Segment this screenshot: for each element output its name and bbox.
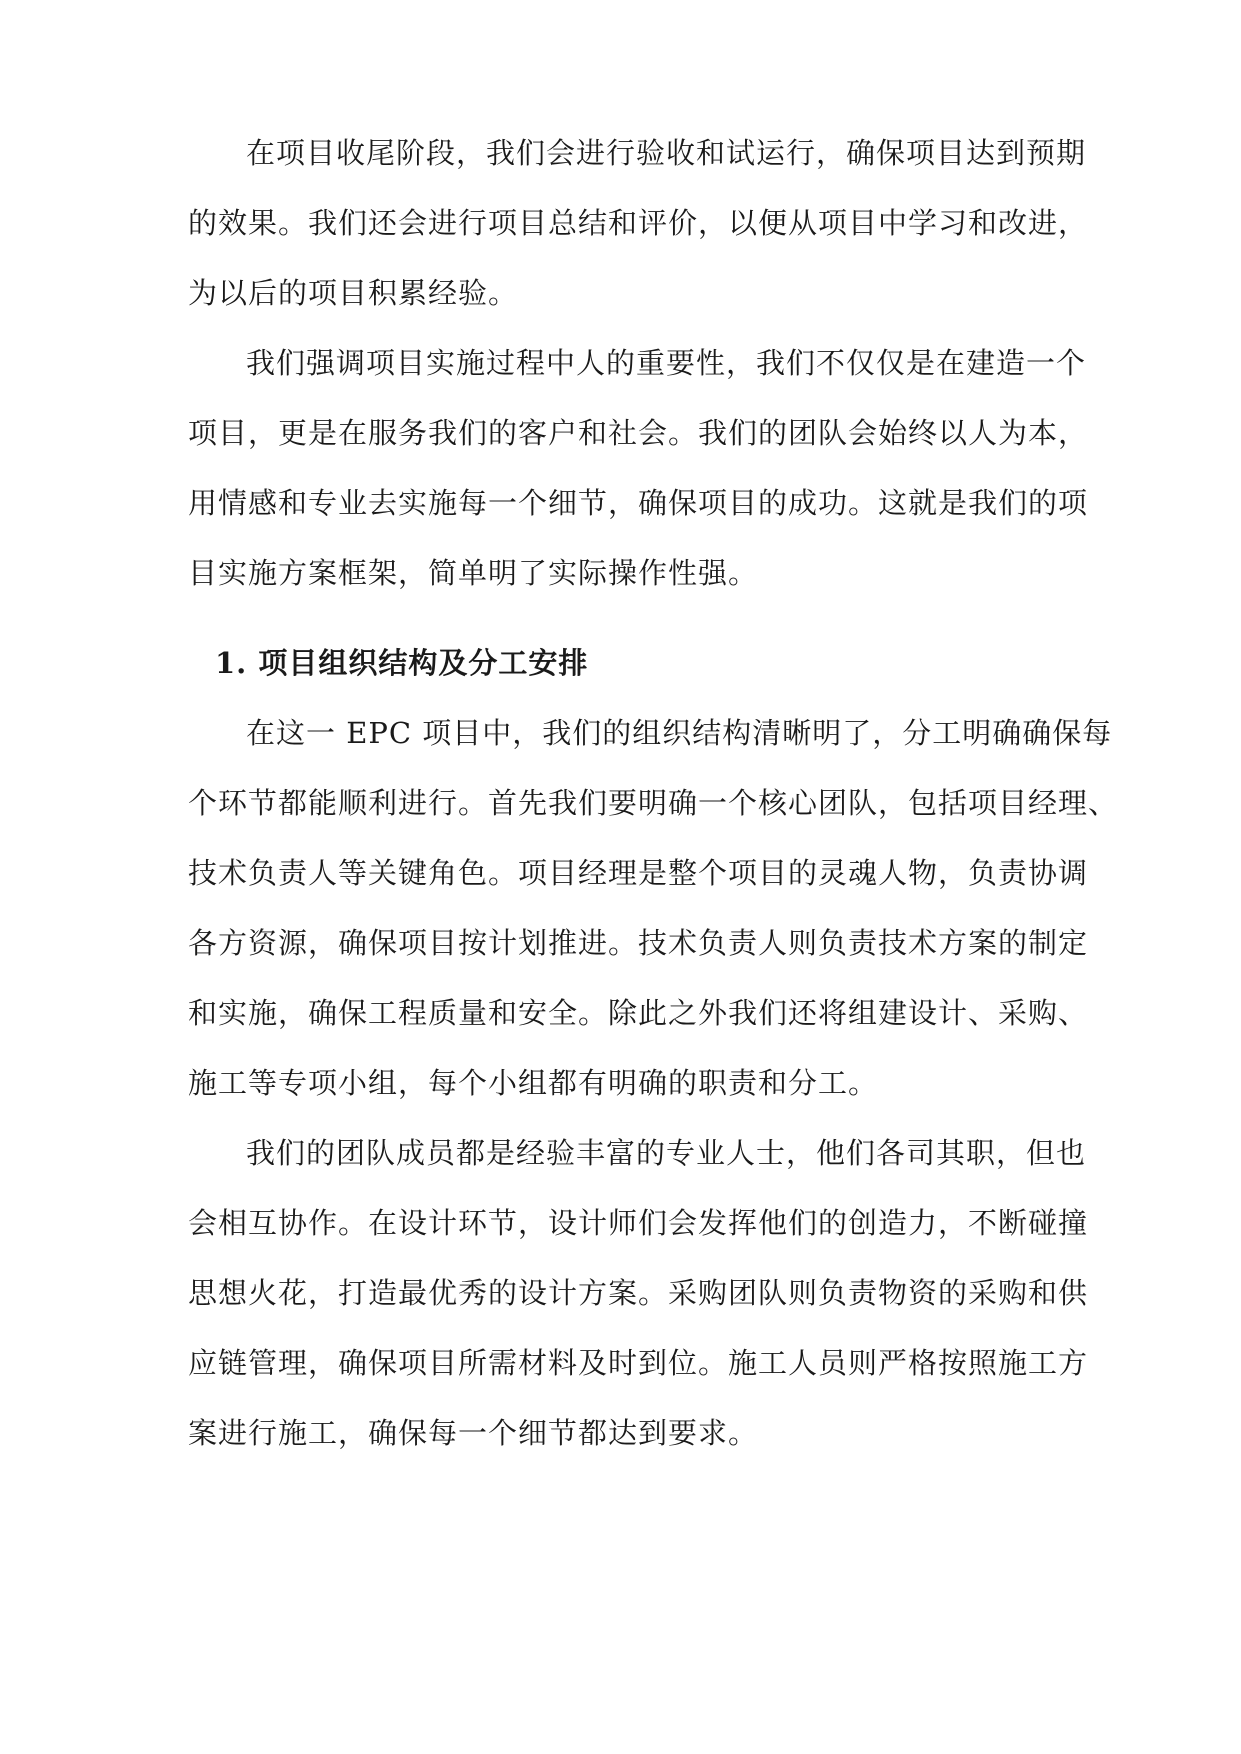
paragraph-4-line-1: 我们的团队成员都是经验丰富的专业人士，他们各司其职，但也	[246, 1136, 1087, 1170]
paragraph-4-line-3: 思想火花，打造最优秀的设计方案。采购团队则负责物资的采购和供	[188, 1276, 1089, 1310]
paragraph-3-line-3: 技术负责人等关键角色。项目经理是整个项目的灵魂人物，负责协调	[188, 856, 1089, 890]
paragraph-4-line-5: 案进行施工，确保每一个细节都达到要求。	[188, 1416, 759, 1450]
paragraph-1-line-2: 的效果。我们还会进行项目总结和评价，以便从项目中学习和改进，	[188, 206, 1089, 240]
paragraph-3-line-4: 各方资源，确保项目按计划推进。技术负责人则负责技术方案的制定	[188, 926, 1089, 960]
paragraph-2-line-4: 目实施方案框架，简单明了实际操作性强。	[188, 556, 759, 590]
paragraph-2-line-3: 用情感和专业去实施每一个细节，确保项目的成功。这就是我们的项	[188, 486, 1089, 520]
paragraph-3-line-1: 在这一 EPC 项目中，我们的组织结构清晰明了，分工明确确保每	[246, 716, 1113, 750]
paragraph-3-line-5: 和实施，确保工程质量和安全。除此之外我们还将组建设计、采购、	[188, 996, 1089, 1030]
paragraph-3-line-6: 施工等专项小组，每个小组都有明确的职责和分工。	[188, 1066, 879, 1100]
paragraph-2-line-2: 项目，更是在服务我们的客户和社会。我们的团队会始终以人为本，	[188, 416, 1089, 450]
section-heading: 1. 项目组织结构及分工安排	[215, 646, 589, 680]
paragraph-4-line-4: 应链管理，确保项目所需材料及时到位。施工人员则严格按照施工方	[188, 1346, 1089, 1380]
paragraph-1-line-3: 为以后的项目积累经验。	[188, 276, 519, 310]
paragraph-1-line-1: 在项目收尾阶段，我们会进行验收和试运行，确保项目达到预期	[246, 136, 1087, 170]
paragraph-2-line-1: 我们强调项目实施过程中人的重要性，我们不仅仅是在建造一个	[246, 346, 1087, 380]
paragraph-4-line-2: 会相互协作。在设计环节，设计师们会发挥他们的创造力，不断碰撞	[188, 1206, 1089, 1240]
paragraph-3-line-2: 个环节都能顺利进行。首先我们要明确一个核心团队，包括项目经理、	[188, 786, 1119, 820]
